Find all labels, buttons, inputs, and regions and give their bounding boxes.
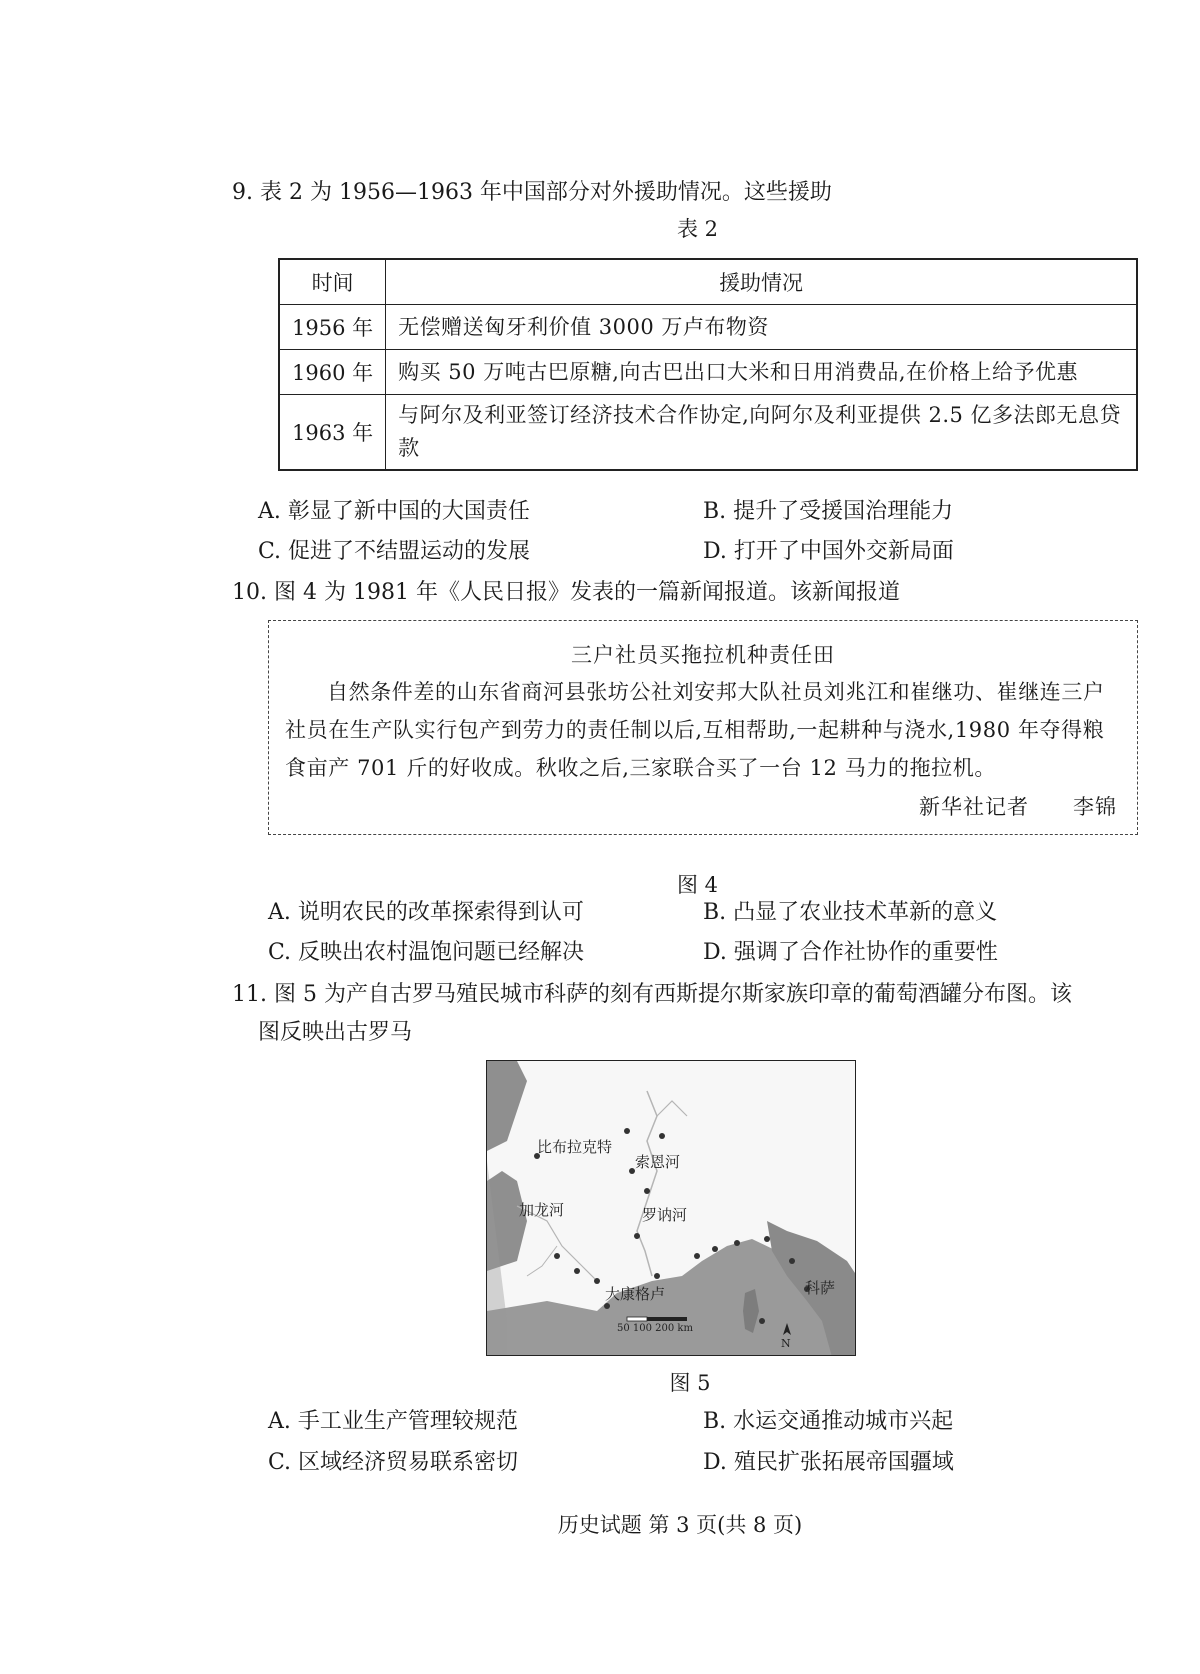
table-row [279, 350, 1137, 395]
label-cosa: 科萨 [805, 1279, 836, 1297]
table-header-row [279, 259, 1137, 305]
q9-option-b[interactable]: B. 提升了受援国治理能力 [703, 499, 954, 524]
news-body: 自然条件差的山东省商河县张坊公社刘安邦大队社员刘兆江和崔继功、崔继连三户社员在生产队实行包产到劳力的责任制以后,互相帮助,一起耕种与浇水,1980 年夺得粮食亩产 701 斤的好收成。秋收之后,三家联合买了一台 12 马力的拖拉机。 [285, 680, 1105, 780]
label-narbonne: 大康格卢 [605, 1285, 666, 1303]
row-year: 1956 年 [279, 305, 386, 350]
q11-stem-line1: 11. 图 5 为产自古罗马殖民城市科萨的刻有西斯提尔斯家族印章的葡萄酒罐分布图。该 [232, 982, 1072, 1007]
label-garonne: 加龙河 [519, 1201, 565, 1219]
q11-option-b[interactable]: B. 水运交通推动城市兴起 [703, 1409, 954, 1434]
q9-stem: 9. 表 2 为 1956—1963 年中国部分对外援助情况。这些援助 [232, 180, 832, 205]
q9-option-a[interactable]: A. 彰显了新中国的大国责任 [258, 499, 530, 524]
figure5-caption: 图 5 [669, 1371, 711, 1395]
scale-label: 50 100 200 km [617, 1323, 693, 1334]
table-row [279, 395, 1137, 471]
row-year: 1960 年 [279, 350, 386, 395]
aid-table [278, 258, 1138, 471]
header-time: 时间 [279, 259, 386, 305]
row-desc: 与阿尔及利亚签订经济技术合作协定,向阿尔及利亚提供 2.5 亿多法郎无息贷款 [386, 395, 1137, 471]
page-footer: 历史试题 第 3 页(共 8 页) [557, 1513, 803, 1537]
north-label: N [781, 1337, 791, 1350]
q11-option-c[interactable]: C. 区域经济贸易联系密切 [268, 1450, 519, 1475]
news-article-box [268, 620, 1138, 835]
q10-option-c[interactable]: C. 反映出农村温饱问题已经解决 [268, 940, 585, 965]
label-bibracte: 比布拉克特 [537, 1138, 613, 1156]
q10-stem: 10. 图 4 为 1981 年《人民日报》发表的一篇新闻报道。该新闻报道 [232, 580, 900, 605]
news-byline: 新华社记者 李锦 [919, 795, 1117, 819]
q10-option-d[interactable]: D. 强调了合作社协作的重要性 [703, 940, 998, 965]
news-headline: 三户社员买拖拉机种责任田 [571, 643, 835, 667]
header-aid: 援助情况 [386, 259, 1137, 305]
figure4-caption: 图 4 [676, 873, 719, 897]
q11-option-d[interactable]: D. 殖民扩张拓展帝国疆域 [703, 1450, 954, 1475]
row-desc: 无偿赠送匈牙利价值 3000 万卢布物资 [386, 305, 1137, 350]
table-row [279, 305, 1137, 350]
q11-option-a[interactable]: A. 手工业生产管理较规范 [268, 1409, 518, 1434]
q10-option-b[interactable]: B. 凸显了农业技术革新的意义 [703, 900, 998, 925]
table-caption: 表 2 [676, 217, 719, 241]
q11-stem-line2: 图反映出古罗马 [258, 1020, 413, 1045]
label-rhone: 罗讷河 [642, 1206, 688, 1224]
q10-option-a[interactable]: A. 说明农民的改革探索得到认可 [268, 900, 584, 925]
label-saone: 索恩河 [635, 1153, 681, 1171]
q9-option-d[interactable]: D. 打开了中国外交新局面 [703, 539, 954, 564]
amphora-distribution-map [486, 1060, 856, 1356]
row-desc: 购买 50 万吨古巴原糖,向古巴出口大米和日用消费品,在价格上给予优惠 [386, 350, 1137, 395]
row-year: 1963 年 [279, 395, 386, 471]
q9-option-c[interactable]: C. 促进了不结盟运动的发展 [258, 539, 531, 564]
